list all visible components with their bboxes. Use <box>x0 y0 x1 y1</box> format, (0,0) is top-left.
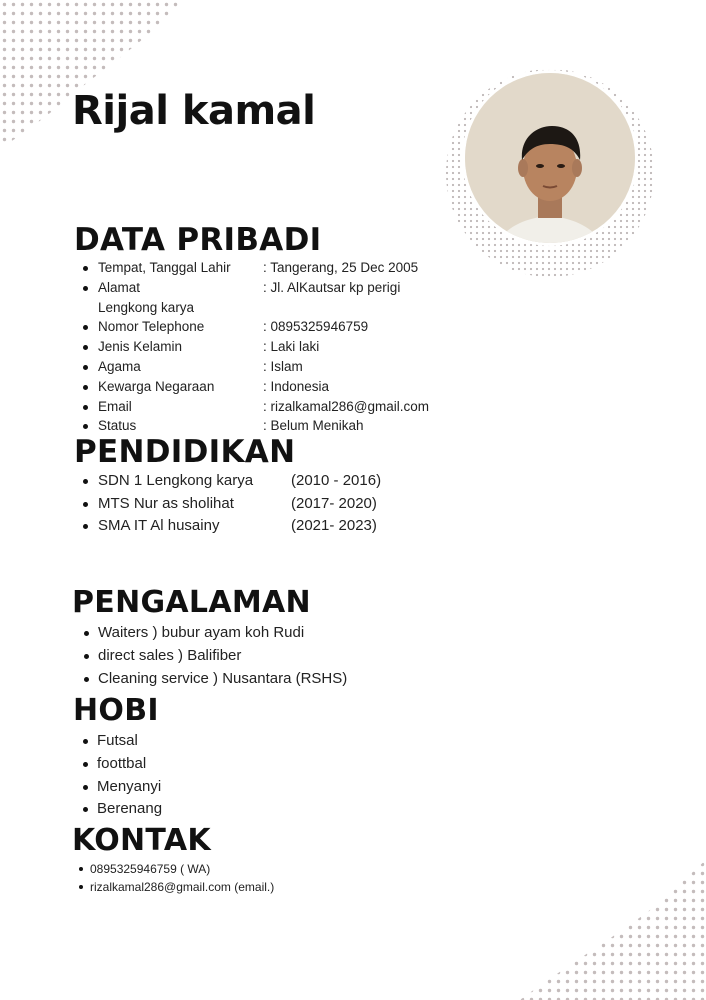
field-label: Alamat <box>98 279 141 295</box>
section-title-pengalaman: PENGALAMAN <box>72 585 311 620</box>
list-item <box>80 470 381 493</box>
school-years: (2021- 2023) <box>291 517 377 534</box>
dot-pattern-bottom-right <box>500 860 706 1000</box>
hobby-list <box>80 730 162 821</box>
list-item: Waiters ) bubur ayam koh Rudi <box>81 622 347 645</box>
section-title-kontak: KONTAK <box>72 823 211 858</box>
field-label: Nomor Telephone <box>98 319 205 335</box>
list-item <box>81 278 429 298</box>
field-label: Tempat, Tanggal Lahir <box>98 260 231 275</box>
field-value: : Laki laki <box>263 339 320 355</box>
field-value: : Islam <box>263 358 303 374</box>
field-label: Kewarga Negaraan <box>98 378 215 394</box>
field-value: : 0895325946759 <box>263 319 369 335</box>
field-value: : Indonesia <box>263 378 330 394</box>
education-list <box>80 470 381 538</box>
field-value: : Jl. AlKautsar kp perigi <box>263 279 401 295</box>
contact-phone: 0895325946759 ( WA) <box>78 860 274 878</box>
list-item <box>81 397 429 417</box>
field-label: Email <box>98 398 132 414</box>
list-item <box>80 493 381 516</box>
list-item: Futsal <box>80 730 162 753</box>
personal-data-list <box>81 258 429 436</box>
contact-email: rizalkamal286@gmail.com (email.) <box>78 878 274 896</box>
list-item <box>81 337 429 357</box>
field-label: Status <box>98 418 137 434</box>
list-item: foottbal <box>80 753 162 776</box>
field-label: Jenis Kelamin <box>98 339 183 355</box>
list-item <box>81 317 429 337</box>
field-value: : Belum Menikah <box>263 418 364 434</box>
list-item <box>81 258 429 278</box>
section-title-data-pribadi: DATA PRIBADI <box>74 222 322 258</box>
profile-photo <box>444 68 654 278</box>
experience-list <box>81 622 347 690</box>
field-label: Agama <box>98 358 141 374</box>
list-item <box>81 357 429 377</box>
list-item: direct sales ) Balifiber <box>81 645 347 668</box>
school-name: SMA IT Al husainy <box>98 517 220 534</box>
list-item: Berenang <box>80 798 162 821</box>
section-title-hobi: HOBI <box>73 693 159 728</box>
school-years: (2010 - 2016) <box>291 472 382 489</box>
list-item: Cleaning service ) Nusantara (RSHS) <box>81 668 347 691</box>
school-name: MTS Nur as sholihat <box>98 494 234 512</box>
field-value: : Tangerang, 25 Dec 2005 <box>263 260 419 275</box>
section-title-pendidikan: PENDIDIKAN <box>74 434 296 470</box>
contact-list <box>78 860 274 896</box>
school-years: (2017- 2020) <box>291 494 377 512</box>
list-item <box>81 377 429 397</box>
school-name: SDN 1 Lengkong karya <box>98 472 254 489</box>
field-value: : rizalkamal286@gmail.com <box>263 398 430 414</box>
list-item <box>80 515 381 538</box>
person-name: Rijal kamal <box>72 88 316 134</box>
address-continuation: Lengkong karya <box>98 299 195 315</box>
list-item: Menyanyi <box>80 776 162 799</box>
